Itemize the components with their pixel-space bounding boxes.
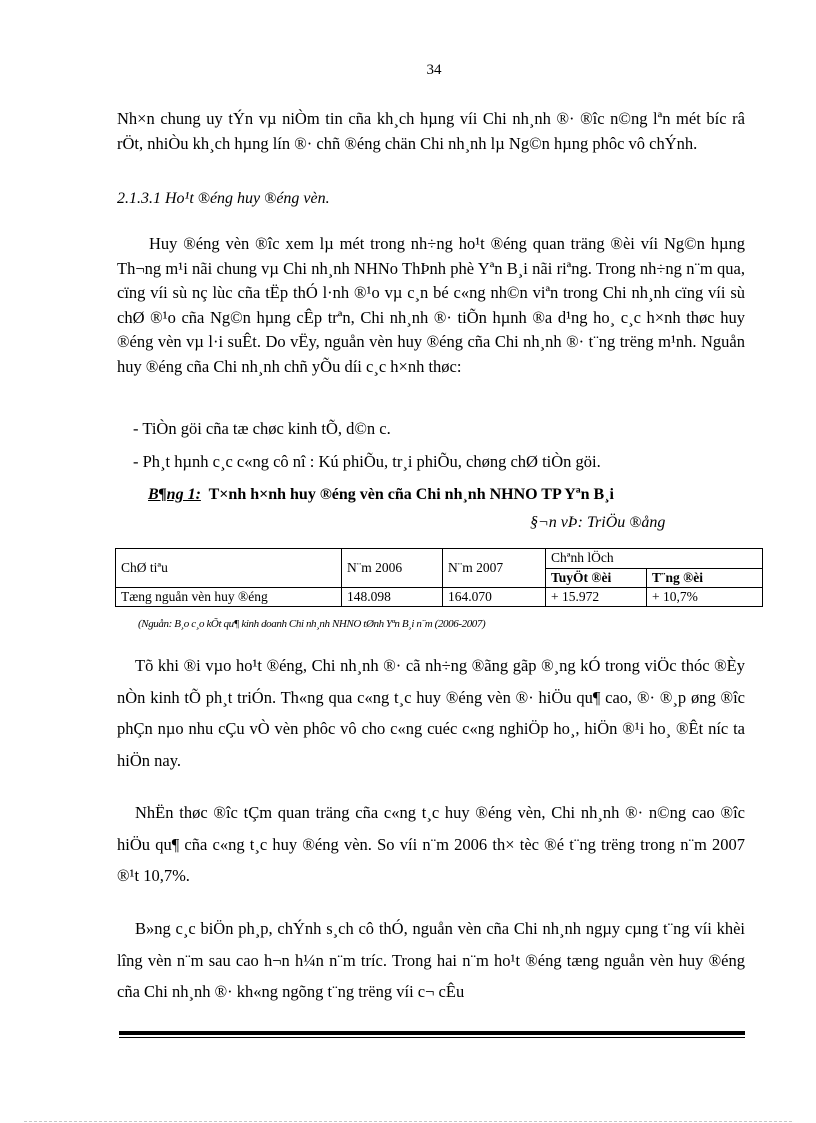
page-number: 34 bbox=[426, 62, 442, 78]
header-difference: Chªnh lÖch bbox=[546, 549, 763, 569]
header-year-2007: N¨m 2007 bbox=[443, 549, 546, 588]
header-indicator: ChØ tiªu bbox=[116, 549, 342, 588]
paragraph-awareness: NhËn thøc ®îc tÇm quan träng cña c«ng t¸c huy ®éng vèn, Chi nh¸nh ®· n©ng cao ®îc hiÖu qu¶ cña c«ng t¸c huy ®éng vèn. So víi n¨m 2006 th× tèc ®é t¨ng trëng trong n¨m 2007 ®¹t 10,7%. bbox=[117, 803, 745, 885]
table-unit: §¬n vÞ: TriÖu ®ång bbox=[530, 514, 666, 531]
header-absolute: TuyÖt ®èi bbox=[546, 568, 647, 588]
header-relative: T¨ng ®èi bbox=[647, 568, 763, 588]
cell-year-2006: 148.098 bbox=[342, 588, 443, 607]
table-title bbox=[148, 486, 614, 504]
footer-rule-thin bbox=[119, 1037, 745, 1038]
header-year-2006: N¨m 2006 bbox=[342, 549, 443, 588]
table-label: B¶ng 1: bbox=[148, 486, 201, 503]
paragraph-contribution: Tõ khi ®i vµo ho¹t ®éng, Chi nh¸nh ®· cã nh÷ng ®ãng gãp ®¸ng kÓ trong viÖc thóc ®Èy nÒn kinh tÕ ph¸t triÓn. Th«ng qua c«ng t¸c huy ®éng vèn ®· hiÖu qu¶ cao, ®· ®¸p øng ®îc phÇn nµo nhu cÇu vÒ vèn phôc vô cho c«ng cuéc c«ng nghiÖp ho¸, hiÖn ®¹i ho¸ ®Êt níc ta hiÖn nay. bbox=[117, 656, 745, 770]
page-edge bbox=[24, 1121, 792, 1122]
paragraph-intro: Nh×n chung uy tÝn vµ niÒm tin cña kh¸ch hµng víi Chi nh¸nh ®· ®îc n©ng lªn mét bíc râ rÖt, nhiÒu kh¸ch hµng lín ®· chñ ®éng chän Chi nh¸nh lµ Ng©n hµng phôc vô chÝnh. bbox=[117, 109, 745, 153]
cell-year-2007: 164.070 bbox=[443, 588, 546, 607]
section-heading: 2.1.3.1 Ho¹t ®éng huy ®éng vèn. bbox=[117, 190, 330, 207]
cell-absolute: + 15.972 bbox=[546, 588, 647, 607]
bullet-deposits: - TiÒn göi cña tæ chøc kinh tÕ, d©n c. bbox=[133, 419, 391, 438]
cell-indicator: Tæng nguån vèn huy ®éng bbox=[116, 588, 342, 607]
table-source: (Nguån: B¸o c¸o kÕt qu¶ kinh doanh Chi nh¸nh NHNO tØnh Yªn B¸i n¨m (2006-2007) bbox=[138, 618, 486, 630]
table-row bbox=[116, 588, 763, 607]
footer-rule-thick bbox=[119, 1031, 745, 1035]
funding-table bbox=[115, 548, 763, 607]
table-caption: T×nh h×nh huy ®éng vèn cña Chi nh¸nh NHNO TP Yªn B¸i bbox=[208, 486, 614, 503]
cell-relative: + 10,7% bbox=[647, 588, 763, 607]
bullet-debt-instruments: - Ph¸t hµnh c¸c c«ng cô nî : Kú phiÕu, tr¸i phiÕu, chøng chØ tiÒn göi. bbox=[133, 452, 601, 471]
paragraph-funding: Huy ®éng vèn ®îc xem lµ mét trong nh÷ng ho¹t ®éng quan träng ®èi víi Ng©n hµng Th¬ng m¹i nãi chung vµ Chi nh¸nh NHNo ThÞnh phè Yªn B¸i nãi riªng. Trong nh÷ng n¨m qua, cïng víi sù nç lùc cña tËp thÓ l·nh ®¹o vµ c¸n bé c«ng nh©n viªn trong Chi nh¸nh cïng víi sù chØ ®¹o cña Ng©n hµng cÊp trªn, Chi nh¸nh ®· tiÕn hµnh ®a d¹ng ho¸ c¸c h×nh thøc huy ®éng vèn vµ l·i suÊt. Do vËy, nguån vèn huy ®éng cña Chi nh¸nh ®· t¨ng trëng m¹nh. Nguån huy ®éng cña Chi nh¸nh chñ yÕu díi c¸c h×nh thøc: bbox=[117, 234, 745, 376]
paragraph-measures: B»ng c¸c biÖn ph¸p, chÝnh s¸ch cô thÓ, nguån vèn cña Chi nh¸nh ngµy cµng t¨ng víi khèi lîng vèn n¨m sau cao h¬n h¼n n¨m tríc. Trong hai n¨m ho¹t ®éng tæng nguån vèn huy ®éng cña Chi nh¸nh ®· kh«ng ngõng t¨ng trëng víi c¬ cÊu bbox=[117, 919, 745, 1001]
